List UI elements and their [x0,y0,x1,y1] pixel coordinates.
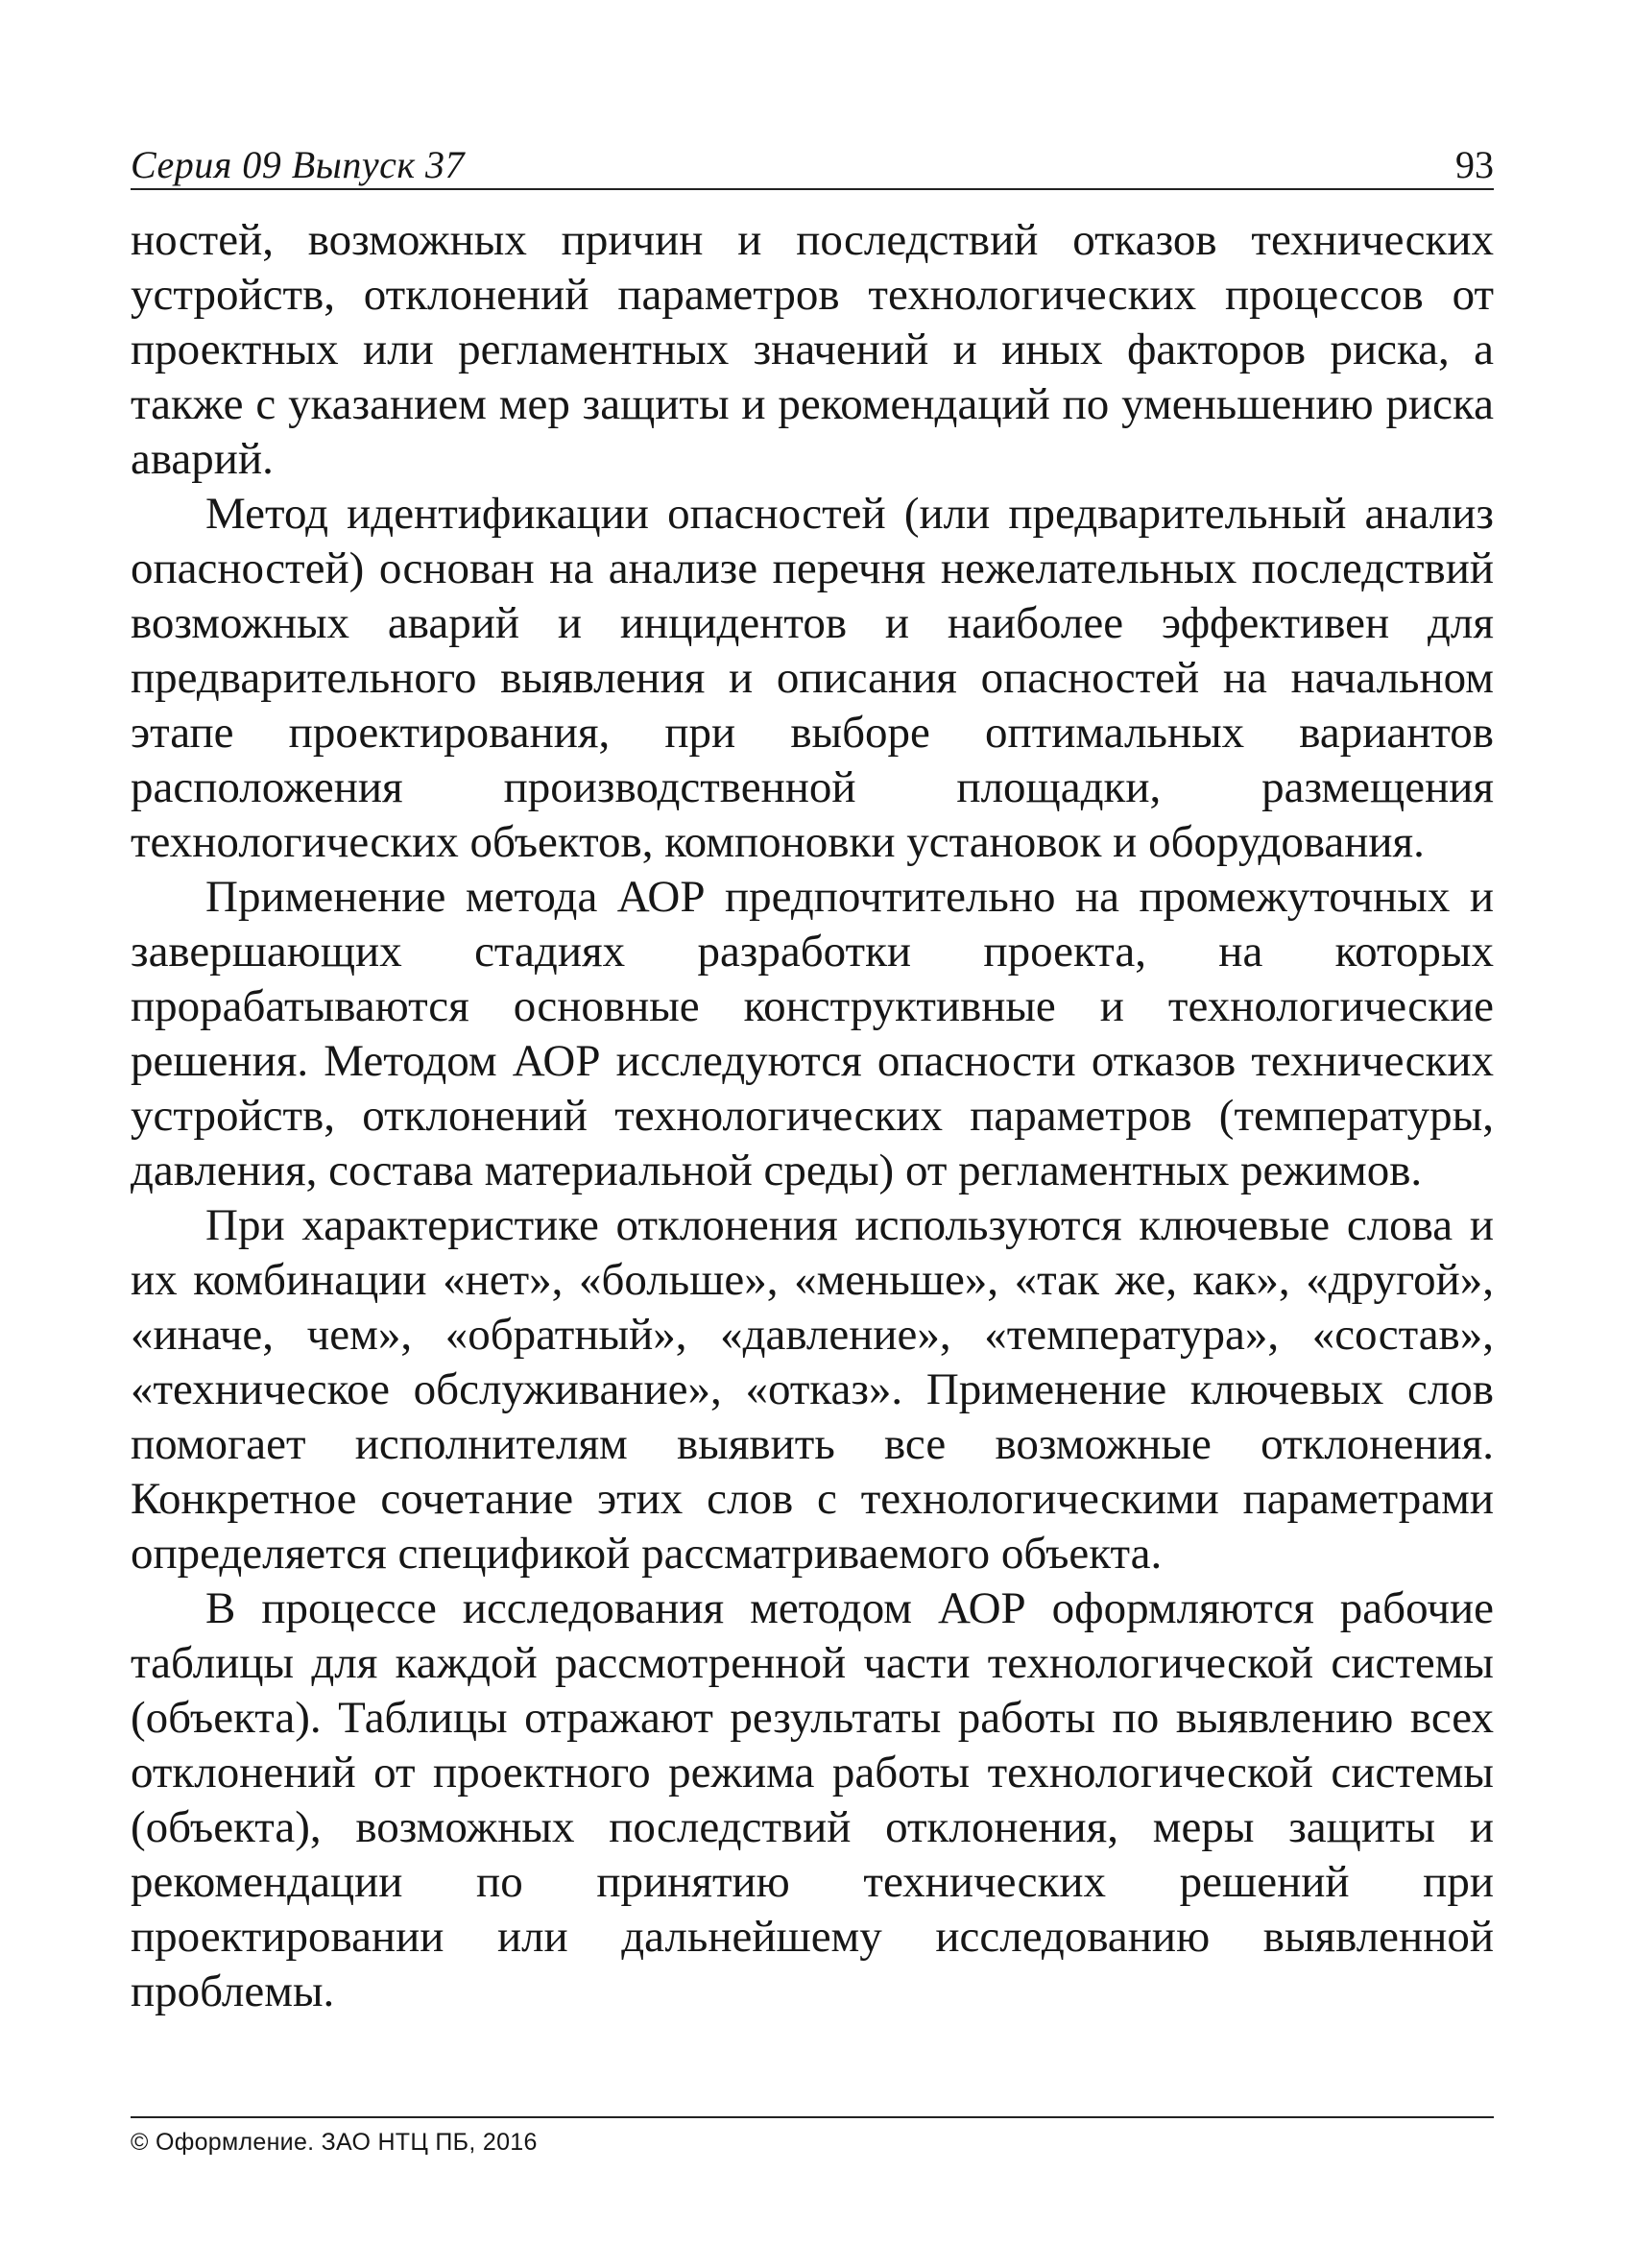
body-text [131,213,1494,2019]
paragraph: Применение метода АОР предпочтительно на промежуточных и завершающих стадиях разработки проекта, на которых прорабатываются основные конструктивные и технологические решения. Методом АОР исследуются опасности отказов технических устройств, отклонений технологических параметров (температуры, давления, состава материальной среды) от регламентных режимов. [131,872,1494,1195]
running-header [131,134,1494,190]
paragraph-continuation: ностей, возможных причин и последствий отказов технических устройств, отклонений параметров технологических процессов от проектных или регламентных значений и иных факторов риска, а также с указанием мер защиты и рекомендаций по уменьшению риска аварий. [131,215,1494,484]
paragraph: Метод идентификации опасностей (или предварительный анализ опасностей) основан на анализе перечня нежелательных последствий возможных аварий и инцидентов и наиболее эффективен для предварительного выявления и описания опасностей на начальном этапе проектирования, при выборе оптимальных вариантов расположения производственной площадки, размещения технологических объектов, компоновки установок и оборудования. [131,489,1494,867]
paragraph: При характеристике отклонения используются ключевые слова и их комбинации «нет», «больше», «меньше», «так же, как», «другой», «иначе, чем», «обратный», «давление», «температура», «состав», «техническое обслуживание», «отказ». Применение ключевых слов помогает исполнителям выявить все возможные отклонения. Конкретное сочетание этих слов с технологическими параметрами определяется спецификой рассматриваемого объекта. [131,1200,1494,1579]
page [131,134,1494,2019]
footer [131,2116,1494,2157]
paragraph: В процессе исследования методом АОР оформляются рабочие таблицы для каждой рассмотренной части технологической системы (объекта). Таблицы отражают результаты работы по выявлению всех отклонений от проектного режима работы технологической системы (объекта), возможных последствий отклонения, меры защиты и рекомендации по принятию технических решений при проектировании или дальнейшему исследованию выявленной проблемы. [131,1583,1494,2016]
page-number: 93 [1455,143,1494,186]
series-issue-label: Серия 09 Выпуск 37 [131,143,466,186]
copyright-note: © Оформление. ЗАО НТЦ ПБ, 2016 [131,2129,538,2156]
